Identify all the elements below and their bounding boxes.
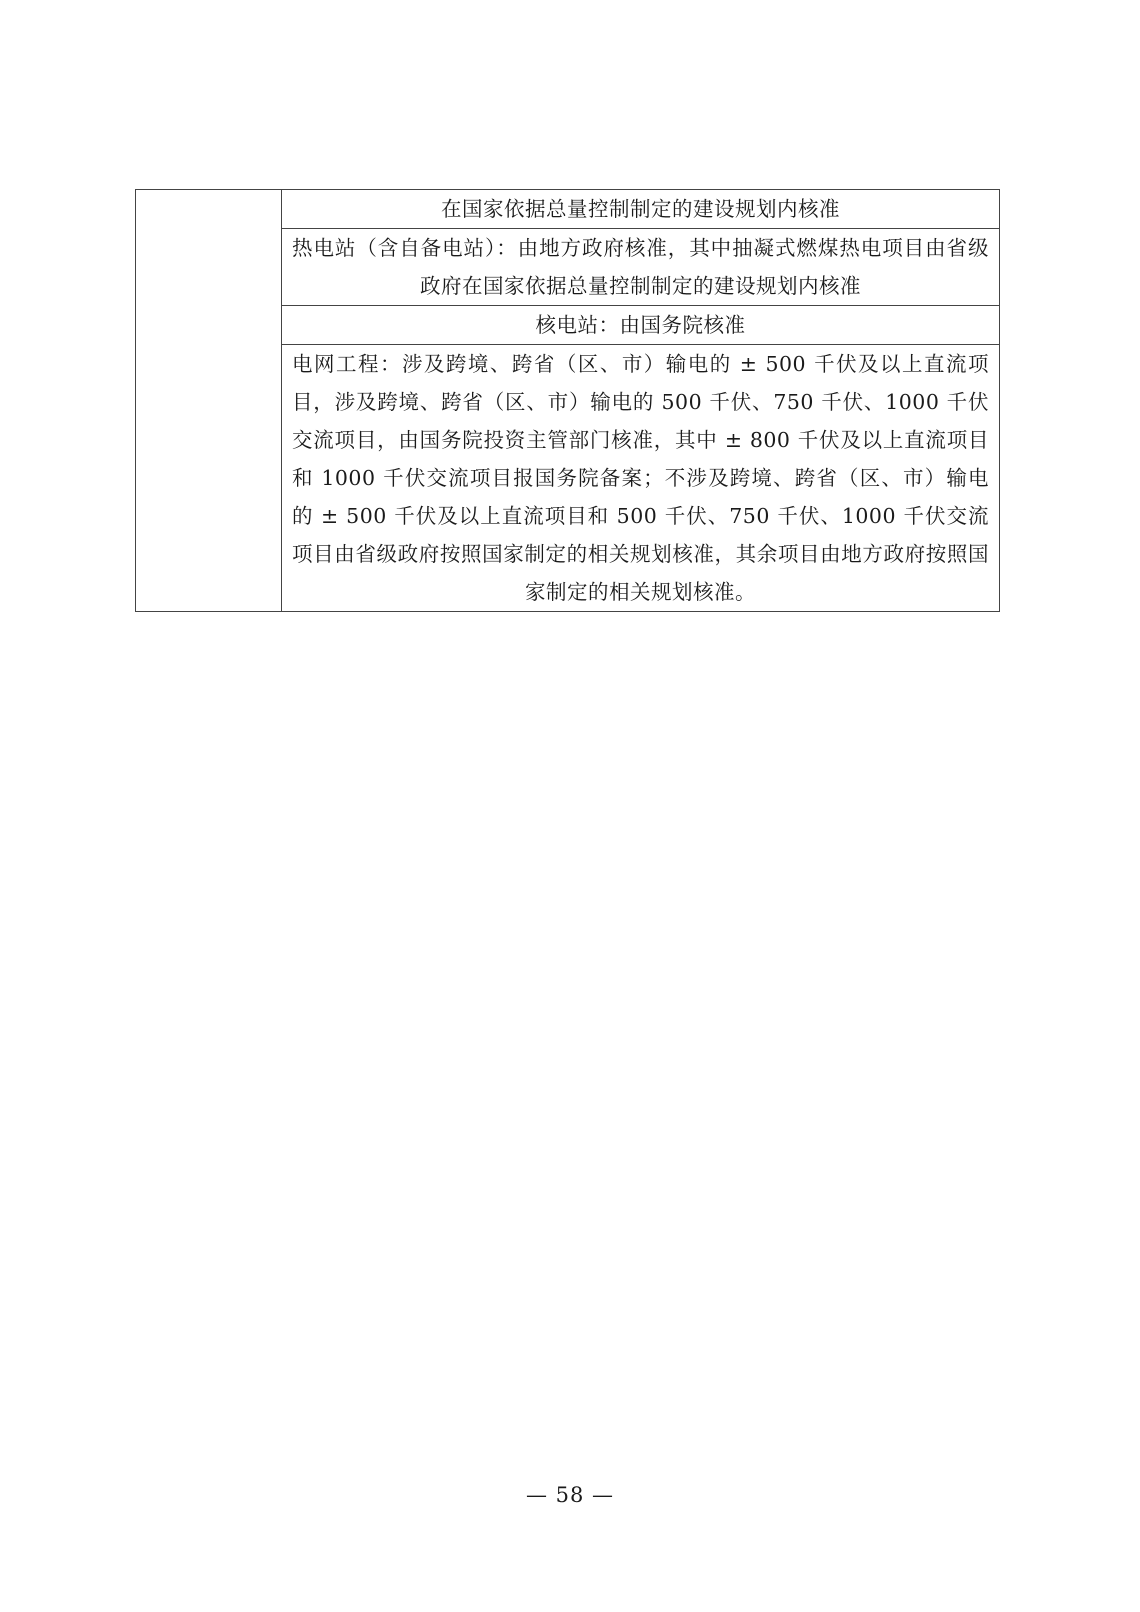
table-cell: [282, 345, 1000, 612]
table-row: [136, 190, 1000, 229]
category-cell: [136, 190, 282, 612]
table-cell: [282, 229, 1000, 306]
table-cell: [282, 306, 1000, 345]
regulation-table: [135, 189, 1000, 612]
cell-text: 核电站：由国务院核准: [535, 313, 746, 337]
cell-text: 在国家依据总量控制制定的建设规划内核准: [441, 197, 840, 221]
cell-text: 电网工程：涉及跨境、跨省（区、市）输电的 ± 500 千伏及以上直流项目，涉及跨境、跨省（区、市）输电的 500 千伏、750 千伏、1000 千伏交流项目，由国务院投资主管部门核准，其中 ± 800 千伏及以上直流项目和 1000 千伏交流项目报国务院备案；不涉及跨境、跨省（区、市）输电的 ± 500 千伏及以上直流项目和 500 千伏、750 千伏、1000 千伏交流项目由省级政府按照国家制定的相关规划核准，其余项目由地方政府按照国家制定的相关规划核准。: [292, 352, 989, 604]
cell-text: 热电站（含自备电站）：由地方政府核准，其中抽凝式燃煤热电项目由省级政府在国家依据总量控制制定的建设规划内核准: [292, 236, 989, 298]
table-cell: [282, 190, 1000, 229]
page-number: — 58 —: [525, 1483, 615, 1507]
